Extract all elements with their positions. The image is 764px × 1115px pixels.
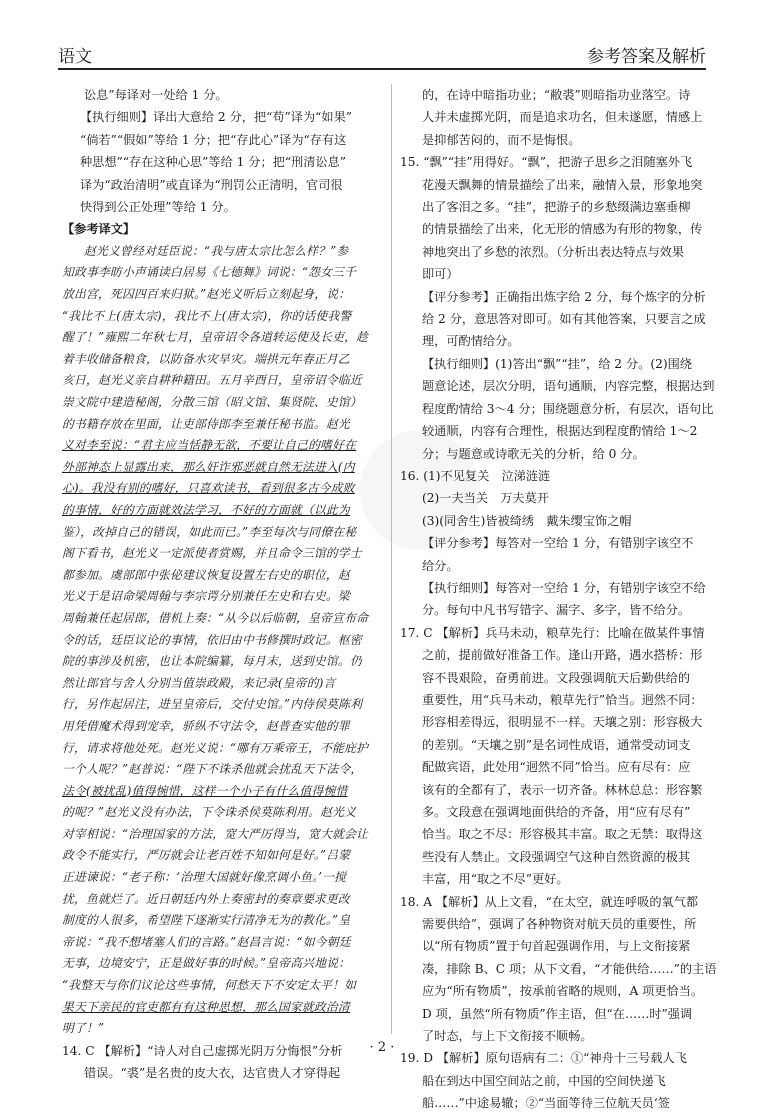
text-line: 错误。“裘”是名贵的皮大衣，达官贵人才穿得起 — [84, 1066, 341, 1081]
page-header — [58, 38, 706, 70]
text-line: 船在到达中国空间站之前，中国的空间快递飞 — [422, 1073, 666, 1088]
text-line: 扰，鱼就烂了。近日朝廷内外上奏密封的奏章要求更改 — [62, 891, 350, 906]
text-line: 【评分参考】正确指出炼字给 2 分，每个炼字的分析 — [422, 289, 706, 304]
text-line: 外部神态上显露出来，那么奸诈邪恶就自然无法进入(内 — [62, 459, 355, 474]
text-line: 的，在诗中暗指功业；“敝裘”则暗指功业落空。诗 — [422, 88, 691, 102]
text-line: 亥日，赵光义亲自耕种籍田。五月辛酉日，皇帝诏令临近 — [62, 373, 362, 388]
text-line: 明了！” — [62, 1021, 105, 1036]
text-line: 周翰兼任起居郎，借机上奏：“从今以后临朝，皇帝宣布命 — [62, 610, 369, 625]
text-line: 给分。 — [422, 558, 459, 573]
text-line: 丰富，用“取之不尽”更好。 — [422, 872, 569, 887]
text-line: 18. A 【解析】从上文看，“在太空，就连呼吸的氧气都 — [400, 894, 699, 909]
right-column — [400, 84, 717, 1115]
text-line: 院的事涉及机密，也让本院编纂，每月末，送到史馆。仍 — [62, 654, 362, 669]
text-line: 都参加。虞部郎中张佖建议恢复设置左右史的职位，赵 — [62, 567, 350, 582]
text-line: 鉴），改掉自己的错误，如此而已。”李至每次与同僚在秘 — [62, 524, 357, 539]
text-line: 崇文院中建造秘阁，分散三馆（昭文馆、集贤院、史馆） — [62, 395, 362, 409]
text-line: 该有的全都有了，表示一切齐备。林林总总：形容繁 — [422, 782, 703, 797]
text-line: 神地突出了乡愁的浓烈。（分析出表达特点与效果 — [422, 244, 685, 259]
text-line: 【执行细则】译出大意给 2 分，把“苟”译为“如果” — [80, 110, 352, 125]
text-line: 出了客泪之多。“挂”，把游子的乡愁缀满边塞垂柳 — [422, 200, 691, 215]
text-line: 放出宫，死囚四百来归狱。”赵光义听后立刻起身，说： — [62, 287, 351, 302]
text-line: 【执行细则】(1)答出“飘”“挂”，给 2 分。(2)围绕 — [422, 356, 692, 371]
left-column — [62, 84, 380, 1085]
text-line: 行，另作起居注，进呈皇帝后，交付史馆。”内侍侯莫陈利 — [62, 697, 363, 712]
text-line: 醒了！”雍熙二年秋七月，皇帝诏令各道转运使及长吏，趁 — [62, 330, 369, 345]
text-line: 配做宾语，此处用“迥然不同”恰当。应有尽有：应 — [422, 760, 691, 775]
text-line: 心)。我没有别的嗜好，只喜欢读书，看到很多古今成败 — [62, 481, 355, 496]
text-line: 义对李至说：“君主应当恬静无欲，不要让自己的嗜好在 — [62, 438, 357, 453]
text-line: 【执行细则】每答对一空给 1 分，有错别字该空不给 — [422, 580, 706, 595]
text-line: 令的话，廷臣议论的事情，依旧由中书修撰时政记。枢密 — [62, 632, 362, 647]
text-line: 一个人呢？”赵普说：“陛下不诛杀他就会扰乱天下法令， — [62, 762, 363, 777]
text-line: D 项，虽然“所有物质”作主语，但“在……时”强调 — [422, 1006, 693, 1021]
text-line: 以“所有物质”置于句首起强调作用，与上文衔接紧 — [422, 939, 691, 954]
text-line: 多。文段意在强调地面供给的齐备，用“应有尽有” — [422, 805, 691, 819]
text-line: 赵光义曾经对廷臣说：“我与唐太宗比怎么样？”参 — [84, 243, 349, 258]
text-line: 给 2 分，意思答对即可。如有其他答案，只要言之成 — [422, 312, 706, 327]
text-line: 然让郎官与舍人分别当值崇政殿，来记录(皇帝的)言 — [62, 675, 336, 690]
text-line: 讼息”每译对一处给 1 分。 — [84, 88, 228, 102]
text-line: 重要性，用“兵马未动，粮草先行”恰当。迥然不同： — [422, 692, 703, 707]
text-line: 的差别。“天壤之别”是名词性成语，通常受动词支 — [422, 737, 691, 752]
text-line: 题意论述，层次分明，语句通顺，内容完整，根据达到 — [422, 379, 715, 394]
text-line: (3)(同舍生)皆被绮绣 戴朱缨宝饰之帽 — [422, 513, 632, 528]
text-line: 19. D 【解析】原句语病有二：①“神舟十三号载人飞 — [400, 1051, 687, 1066]
text-line: 的事情，好的方面就效法学习，不好的方面就（以此为 — [62, 502, 350, 517]
text-line: 【参考译文】 — [62, 222, 136, 237]
text-line: 制度的人很多，希望陛下逐渐实行清净无为的教化。”皇 — [62, 913, 351, 928]
text-line: 光义于是诏命梁周翰与李宗谔分别兼任左史和右史。梁 — [62, 589, 350, 604]
subject-label: 语文 — [58, 47, 92, 67]
text-line: 译为“政治清明”或直译为“刑罚公正清明，官司很 — [80, 177, 343, 192]
text-line: 15. “飘”“挂”用得好。“飘”，把游子思乡之泪随塞外飞 — [400, 155, 693, 170]
column-divider — [391, 84, 392, 1034]
text-line: 用凭借魔术得到宠幸，骄纵不守法令，赵普查实他的罪 — [62, 718, 350, 733]
text-line: 快得到公正处理”等给 1 分。 — [80, 200, 236, 215]
text-line: 的书籍存放在里面，让吏部侍郎李至兼任秘书监。赵光 — [62, 416, 350, 431]
text-line: (2)一夫当关 万夫莫开 — [422, 491, 549, 506]
text-line: 行，请求将他处死。赵光义说：“哪有万乘帝王，不能庇护 — [62, 740, 369, 755]
text-line: 恰当。取之不尽：形容极其丰富。取之无禁：取得这 — [422, 827, 703, 842]
text-line: 着丰收储备粮食，以防备水灾旱灾。端拱元年春正月乙 — [62, 351, 350, 366]
text-line: 些没有人禁止。文段强调空气这种自然资源的极其 — [422, 849, 691, 864]
text-line: “倘若”“假如”等给 1 分；把“存此心”译为“存有这 — [80, 132, 347, 147]
text-line: 法令(被扰乱)值得惋惜，这样一个小子有什么值得惋惜 — [62, 783, 348, 798]
text-line: 无事，边境安宁，正是做好事的时候。”皇帝高兴地说： — [62, 956, 351, 971]
text-line: 即可） — [422, 267, 459, 282]
text-line: 需要供给”，强调了各种物资对航天员的重要性，所 — [422, 917, 697, 932]
text-line: 理，可酌情给分。 — [422, 334, 520, 349]
text-line: 知政事李昉小声诵读白居易《七德舞》词说：“怨女三千 — [62, 265, 357, 280]
page-number: · 2 · — [369, 1040, 395, 1055]
text-line: 14. C 【解析】“诗人对自己虚掷光阴万分悔恨”分析 — [62, 1043, 343, 1058]
text-line: 的情景描绘了出来，化无形的情感为有形的物象，传 — [422, 222, 703, 237]
text-line: 较通顺，内容有合理性，根据达到程度酌情给 1～2 — [422, 424, 698, 439]
text-line: 种思想”“存在这种心思”等给 1 分；把“刑清讼息” — [80, 155, 347, 170]
text-line: 人并未虚掷光阴，而是追求功名，但未遂愿，情感上 — [422, 110, 703, 125]
text-line: 程度酌情给 3～4 分；围绕题意分析，有层次，语句比 — [422, 401, 714, 416]
text-line: 是抑郁苦闷的，而不是悔恨。 — [422, 132, 581, 147]
text-line: 帝说：“我不想堵塞人们的言路。”赵昌言说：“如今朝廷 — [62, 934, 351, 949]
text-line: 正进谏说：“老子称：‘治理大国就好像烹调小鱼。’一搅 — [62, 870, 347, 885]
text-line: 分；与题意或诗歌无关的分析，给 0 分。 — [422, 446, 645, 461]
text-line: 对宰相说：“治理国家的方法，宽大严厉得当，宽大就会让 — [62, 826, 369, 841]
text-line: 【评分参考】每答对一空给 1 分，有错别字该空不 — [422, 536, 694, 551]
text-line: 果天下亲民的官吏都有有这种思想，那么国家就政治清 — [62, 999, 350, 1014]
header-title: 参考答案及解析 — [587, 47, 706, 67]
text-line: 政令不能实行，严厉就会让老百姓不知如何是好。”吕蒙 — [62, 848, 351, 863]
text-line: 船……”中途易辙；②“当面等待三位航天员‘签 — [422, 1096, 670, 1111]
text-line: 的呢？”赵光义没有办法，下令诛杀侯莫陈利用。赵光义 — [62, 805, 357, 820]
text-line: 16. (1)不见复关 泣涕涟涟 — [400, 468, 551, 483]
text-line: 分。每句中凡书写错字、漏字、多字，皆不给分。 — [422, 603, 691, 618]
text-line: 花漫天飘舞的情景描绘了出来，融情入景，形象地突 — [422, 177, 703, 192]
text-line: 形容相差得远，很明显不一样。天壤之别：形容极大 — [422, 715, 703, 730]
text-line: 容不畏艰险，奋勇前进。文段强调航天后勤供给的 — [422, 670, 691, 685]
text-line: 之前，提前做好准备工作。逢山开路，遇水搭桥：形 — [422, 648, 703, 663]
text-line: “我比不上(唐太宗)，我比不上(唐太宗)，你的话使我警 — [62, 308, 352, 323]
text-line: 凑，排除 B、C 项；从下文看，“才能供给……”的主语 — [422, 961, 717, 976]
text-line: 17. C 【解析】兵马未动，粮草先行：比喻在做某件事情 — [400, 625, 705, 640]
text-line: 应为“所有物质”，按承前省略的规则，A 项更恰当。 — [422, 984, 704, 999]
text-line: 了时态，与上下文衔接不顺畅。 — [422, 1029, 593, 1044]
text-line: “我整天与你们议论这些事情，何愁天下不安定太平！如 — [62, 978, 357, 993]
text-line: 阁下看书，赵光义一定派使者赏赐，并且命令三馆的学士 — [62, 546, 362, 561]
